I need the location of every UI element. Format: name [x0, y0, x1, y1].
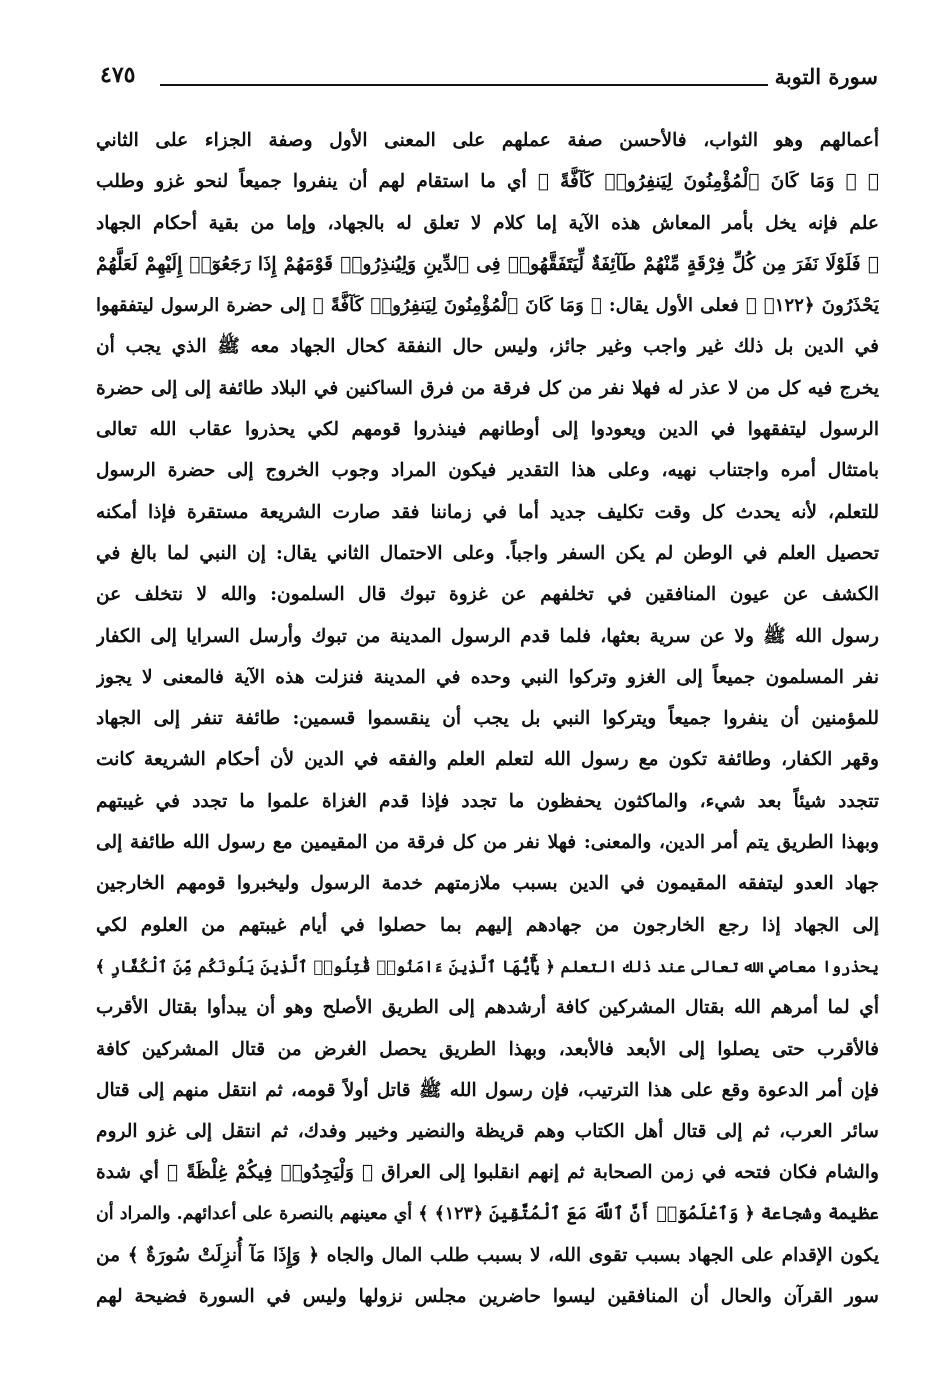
text-line: عظيمة وشجاعة ﴿ وَٱعْلَمُوٓا۟ أَنَّ ٱللَّهَ مَعَ ٱلْمُتَّقِينَ ﴿١٢٣﴾ ﴾ أي معينهم بالنصرة على أعدائهم. والمراد أن — [96, 1203, 879, 1224]
text-line: علم فإنه يخل بأمر المعاش هذه الآية إما كلام لا تعلق له بالجهاد، وإما من بقية أحكام الجهاد — [96, 212, 879, 234]
text-line: والشام فكان فتحه في زمن الصحابة ثم إنهم انقلبوا إلى العراق ﴿ وَلْيَجِدُوا۟ فِيكُمْ غِلْظَةً ﴾ أي شدة — [96, 1162, 879, 1184]
text-line: فإن أمر الدعوة وقع على هذا الترتيب، فإن رسول الله ﷺ قاتل أولاً قومه، ثم انتقل منهم إلى قتال — [96, 1079, 879, 1101]
text-line: أي لما أمرهم الله بقتال المشركين كافة أرشدهم إلى الطريق الأصلح وهو أن يبدأوا بقتال الأقرب — [96, 997, 879, 1019]
text-line: وقهر الكفار، وطائفة تكون مع رسول الله لتعلم العلم والفقه في الدين لأن أحكام الشريعة كانت — [96, 749, 879, 771]
text-line: تحصيل العلم في الوطن لم يكن السفر واجباً. وعلى الاحتمال الثاني يقال: إن النبي لما بالغ في — [96, 542, 879, 564]
text-line: نفر المسلمون جميعاً إلى الغزو وتركوا النبي وحده في المدينة فنزلت هذه الآية فالمعنى لا يجوز — [96, 666, 879, 688]
text-line: للمؤمنين أن ينفروا جميعاً ويتركوا النبي بل يجب أن ينقسموا قسمين: طائفة تنفر إلى الجهاد — [96, 708, 879, 730]
text-line: فالأقرب حتى يصلوا إلى الأبعد فالأبعد، وبهذا الطريق يحصل الغرض من قتال المشركين كافة — [96, 1038, 879, 1060]
text-line: سور القرآن والحال أن المنافقين ليسوا حاضرين مجلس نزولها وليس في السورة فضيحة لهم — [96, 1286, 879, 1308]
text-line: في الدين بل ذلك غير واجب وغير جائز، وليس حال النفقة كحال الجهاد معه ﷺ الذي يجب أن — [96, 336, 879, 358]
text-line: يحذروا معاصي الله تعالى عند ذلك التعلم ﴿ يَٰٓأَيُّهَا ٱلَّذِينَ ءَامَنُوا۟ قَٰتِلُوا۟ ٱلَّذِينَ يَلُونَكُم مِّنَ ٱلْكُفَّارِ ﴾ — [96, 956, 879, 976]
page-number: ٤٧٥ — [100, 62, 136, 88]
text-line: بامتثال أمره واجتناب نهيه، وعلى هذا التقدير فيكون المراد وجوب الخروج إلى حضرة الرسول — [96, 460, 879, 482]
text-line: وبهذا الطريق يتم أمر الدين، والمعنى: فهلا نفر من كل فرقة من المقيمين مع رسول الله طائفة إلى — [96, 832, 879, 854]
text-line: يَحْذَرُونَ ﴿١٢٢﴾ ﴾ فعلى الأول يقال: ﴿ وَمَا كَانَ ٱلْمُؤْمِنُونَ لِيَنفِرُوا۟ كَآفَّةً ﴾ إلى حضرة الرسول ليتفقهوا — [96, 295, 879, 317]
text-line — [96, 1318, 879, 1359]
text-line: الكشف عن عيون المنافقين في تخلفهم عن غزوة تبوك قال السلمون: والله لا نتخلف عن — [96, 584, 879, 606]
text-line: تتجدد شيئاً بعد شيء، والماكثون يحفظون ما تجدد فإذا قدم الغزاة علموا ما تجدد في غيبتهم — [96, 790, 879, 812]
commentary-text — [96, 120, 879, 1359]
text-line: سائر العرب، ثم إلى قتال أهل الكتاب وهم قريظة والنضير وخيبر وفدك، ثم انتقل إلى غزو الروم — [96, 1121, 879, 1143]
text-line: إلى الجهاد إذا رجع الخارجون من جهادهم إليهم بما حصلوا في أيام غيبتهم من العلوم لكي — [96, 914, 879, 936]
text-line: جهاد العدو ليتفقه المقيمون في الدين بسبب ملازمتهم خدمة الرسول وليخبروا قومهم الخارجين — [96, 873, 879, 895]
text-line: الرسول ليتفقهوا في الدين ويعودوا إلى أوطانهم فينذروا قومهم لكي يحذروا عقاب الله تعالى — [96, 419, 879, 441]
text-line: رسول الله ﷺ ولا عن سرية بعثها، فلما قدم الرسول المدينة من تبوك وأرسل السرايا إلى الكفار — [96, 625, 879, 647]
text-line: ﴿ ۞ وَمَا كَانَ ٱلْمُؤْمِنُونَ لِيَنفِرُوا۟ كَآفَّةً ﴾ أي ما استقام لهم أن ينفروا جميعاً لنحو غزو وطلب — [96, 171, 879, 193]
text-line: ﴿ فَلَوْلَا نَفَرَ مِن كُلِّ فِرْقَةٍ مِّنْهُمْ طَآئِفَةٌ لِّيَتَفَقَّهُوا۟ فِى ٱلدِّينِ وَلِيُنذِرُوا۟ قَوْمَهُمْ إِذَا رَجَعُوٓا۟ إِلَيْهِمْ لَعَلَّهُمْ — [96, 253, 879, 275]
text-line: أعمالهم وهو الثواب، فالأحسن صفة عملهم على المعنى الأول وصفة الجزاء على الثاني — [96, 130, 879, 151]
text-line: يخرج فيه كل من لا عذر له فهلا نفر من كل فرقة من فرق الساكنين في البلاد طائفة إلى إلى حضرة — [96, 377, 879, 399]
text-line: للتعلم، لأنه يحدث كل وقت تكليف جديد أما في زماننا فقد صارت الشريعة مستقرة فإذا أمكنه — [96, 501, 879, 523]
page-header — [100, 56, 878, 96]
text-line: يكون الإقدام على الجهاد بسبب تقوى الله، لا بسبب طلب المال والجاه ﴿ وَإِذَا مَآ أُنزِلَتْ سُورَةٌ ﴾ من — [96, 1245, 879, 1267]
surah-title: سورة التوبة — [774, 64, 878, 89]
header-rule — [160, 84, 768, 86]
